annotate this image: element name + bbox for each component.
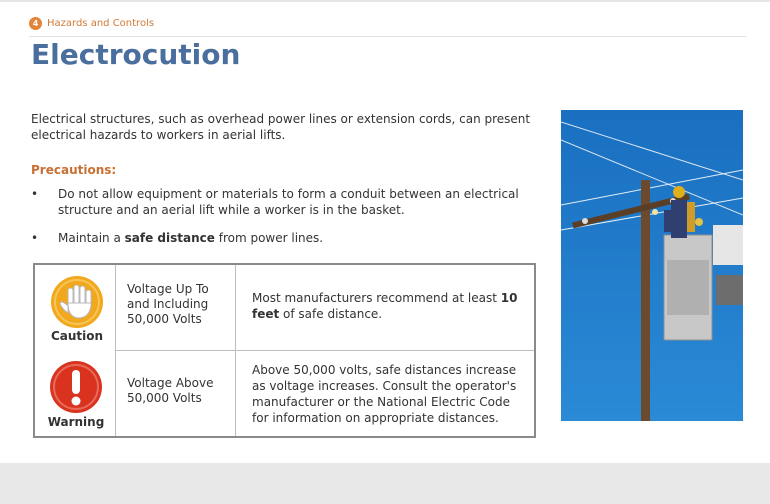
bullet-icon: • — [31, 187, 39, 201]
utility-pole-image — [561, 110, 743, 421]
safe-distance-table — [33, 263, 536, 438]
warning-label: Warning — [47, 415, 105, 429]
ten-feet-emphasis: 10 feet — [252, 291, 518, 321]
breadcrumb-label[interactable]: Hazards and Controls — [47, 17, 155, 29]
breadcrumb — [29, 15, 154, 31]
voltage-range-label: Voltage Above 50,000 Volts — [127, 376, 214, 405]
caution-label: Caution — [50, 329, 104, 343]
distance-description: Above 50,000 volts, safe distances increase as voltage increases. Consult the operator's manufacturer or the National Electric Code for information on appropriate distances. — [252, 363, 517, 425]
section-number-badge: 4 — [29, 17, 42, 30]
distance-description: Most manufacturers recommend at least 10 feet of safe distance. — [252, 291, 518, 321]
row-divider — [115, 350, 534, 351]
lineman-photo — [561, 110, 743, 421]
intro-paragraph: Electrical structures, such as overhead power lines or extension cords, can present electrical hazards to workers in aerial lifts. — [31, 112, 531, 142]
precaution-item — [31, 186, 553, 218]
voltage-range-label: Voltage Up To and Including 50,000 Volts — [127, 282, 209, 326]
precautions-heading: Precautions: — [31, 163, 117, 177]
top-border — [0, 0, 770, 2]
footer-bar — [0, 463, 770, 504]
safe-distance-emphasis: safe distance — [124, 231, 215, 245]
precaution-text: Maintain a safe distance from power lines. — [58, 231, 324, 245]
precaution-text: Do not allow equipment or materials to form a conduit between an electrical structure and an aerial lift while a worker is in the basket. — [58, 187, 519, 217]
header-divider — [29, 36, 746, 37]
bullet-icon: • — [31, 231, 39, 245]
precaution-item — [31, 230, 553, 246]
caution-sign — [49, 273, 105, 345]
warning-sign — [47, 361, 105, 433]
page-title: Electrocution — [31, 38, 241, 71]
